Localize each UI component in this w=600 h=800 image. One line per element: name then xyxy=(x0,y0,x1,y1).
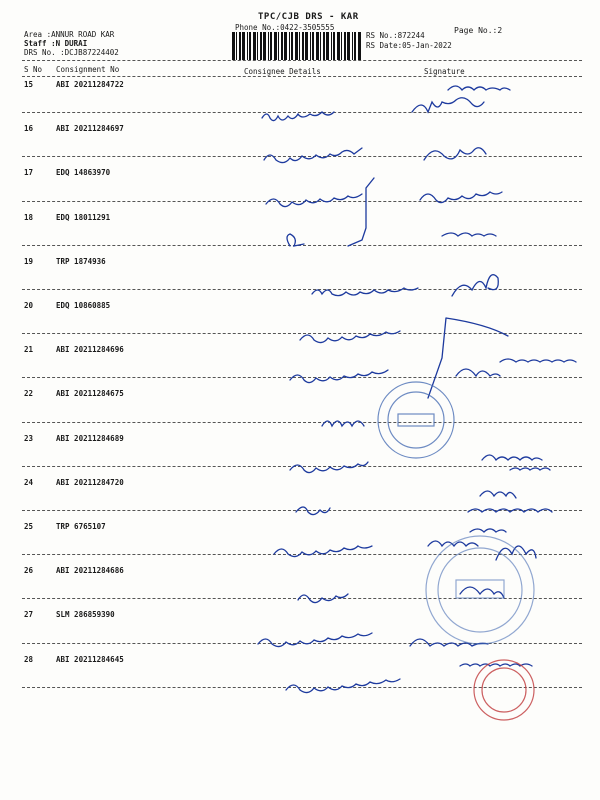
stamp-blue-1 xyxy=(378,382,454,458)
row-sno: 22 xyxy=(24,389,34,399)
phone-number: Phone No.:0422-3505555 xyxy=(235,23,335,32)
signature-scribble xyxy=(410,639,488,646)
row-sno: 17 xyxy=(24,168,34,178)
page-number: Page No.:2 xyxy=(454,26,503,35)
row-consignment: ABI 20211284686 xyxy=(56,566,124,576)
signature-scribble xyxy=(460,587,504,598)
signature-scribble xyxy=(420,192,502,203)
consignee-scribble xyxy=(258,633,372,647)
signature-scribble xyxy=(510,468,550,470)
signature-scribble xyxy=(482,455,542,460)
row-consignment: ABI 20211284645 xyxy=(56,654,124,664)
col-consignee: Consignee Details xyxy=(244,67,321,76)
row-sno: 18 xyxy=(24,212,34,222)
signature-scribble xyxy=(468,509,552,512)
document-title: TPC/CJB DRS - KAR xyxy=(258,12,359,22)
row-sno: 19 xyxy=(24,256,34,266)
consignee-scribble xyxy=(286,679,400,693)
row-consignment: EDQ 10860885 xyxy=(56,301,111,310)
row-consignment: TRP 1874936 xyxy=(56,256,106,266)
bracket-line xyxy=(348,178,374,246)
consignee-scribble xyxy=(290,462,368,473)
drs-number: DRS No. :DCJB87224402 xyxy=(24,48,119,57)
row-sno: 26 xyxy=(24,566,34,576)
signature-scribble xyxy=(428,318,508,398)
consignee-scribble xyxy=(300,331,400,343)
signature-scribble xyxy=(456,359,576,376)
row-consignment: SLM 286859390 xyxy=(56,610,115,620)
rs-number: RS No.:872244 xyxy=(366,31,425,40)
row-sno: 25 xyxy=(24,522,34,531)
col-sno: S No xyxy=(24,65,43,74)
signature-scribble xyxy=(442,233,496,236)
row-sno: 21 xyxy=(24,345,34,355)
area-label: Area :ANNUR ROAD KAR xyxy=(24,30,115,39)
stamp-blue-2 xyxy=(426,536,534,644)
stamp-red xyxy=(474,660,534,720)
row-consignment: ABI 20211284689 xyxy=(56,433,124,443)
row-sno: 15 xyxy=(24,80,34,89)
consignee-scribble xyxy=(322,421,364,426)
signature-scribble xyxy=(480,491,516,498)
consignee-scribble xyxy=(274,546,372,557)
signature-scribble xyxy=(496,546,536,560)
signature-scribble xyxy=(452,275,498,296)
row-consignment: EDQ 14863970 xyxy=(56,168,111,178)
consignee-scribble xyxy=(262,112,334,121)
row-consignment: TRP 6765107 xyxy=(56,522,106,531)
row-consignment: EDQ 18011291 xyxy=(56,212,111,222)
staff-label: Staff :N DURAI xyxy=(24,39,88,48)
consignee-scribble xyxy=(266,194,362,207)
consignee-scribble xyxy=(296,507,330,515)
row-consignment: ABI 20211284697 xyxy=(56,124,124,134)
signature-scribble xyxy=(424,148,486,160)
row-sno: 16 xyxy=(24,124,34,134)
col-signature: Signature xyxy=(424,67,465,76)
consignee-scribble xyxy=(287,234,304,246)
signature-scribble xyxy=(448,86,510,90)
row-consignment: ABI 20211284720 xyxy=(56,477,124,487)
row-sno: 20 xyxy=(24,301,34,310)
col-consignment: Consignment No xyxy=(56,65,120,74)
row-consignment: ABI 20211284675 xyxy=(56,389,124,399)
row-sno: 27 xyxy=(24,610,34,620)
row-sno: 24 xyxy=(24,477,34,487)
consignee-scribble xyxy=(298,594,348,603)
consignee-scribble xyxy=(264,148,362,163)
consignee-scribble xyxy=(312,288,418,296)
row-consignment: ABI 20211284696 xyxy=(56,345,124,355)
rs-date: RS Date:05-Jan-2022 xyxy=(366,41,452,50)
row-sno: 23 xyxy=(24,433,34,443)
signature-scribble xyxy=(412,98,484,112)
row-consignment: ABI 20211284722 xyxy=(56,80,124,89)
consignee-scribble xyxy=(290,370,388,383)
row-sno: 28 xyxy=(24,654,34,664)
